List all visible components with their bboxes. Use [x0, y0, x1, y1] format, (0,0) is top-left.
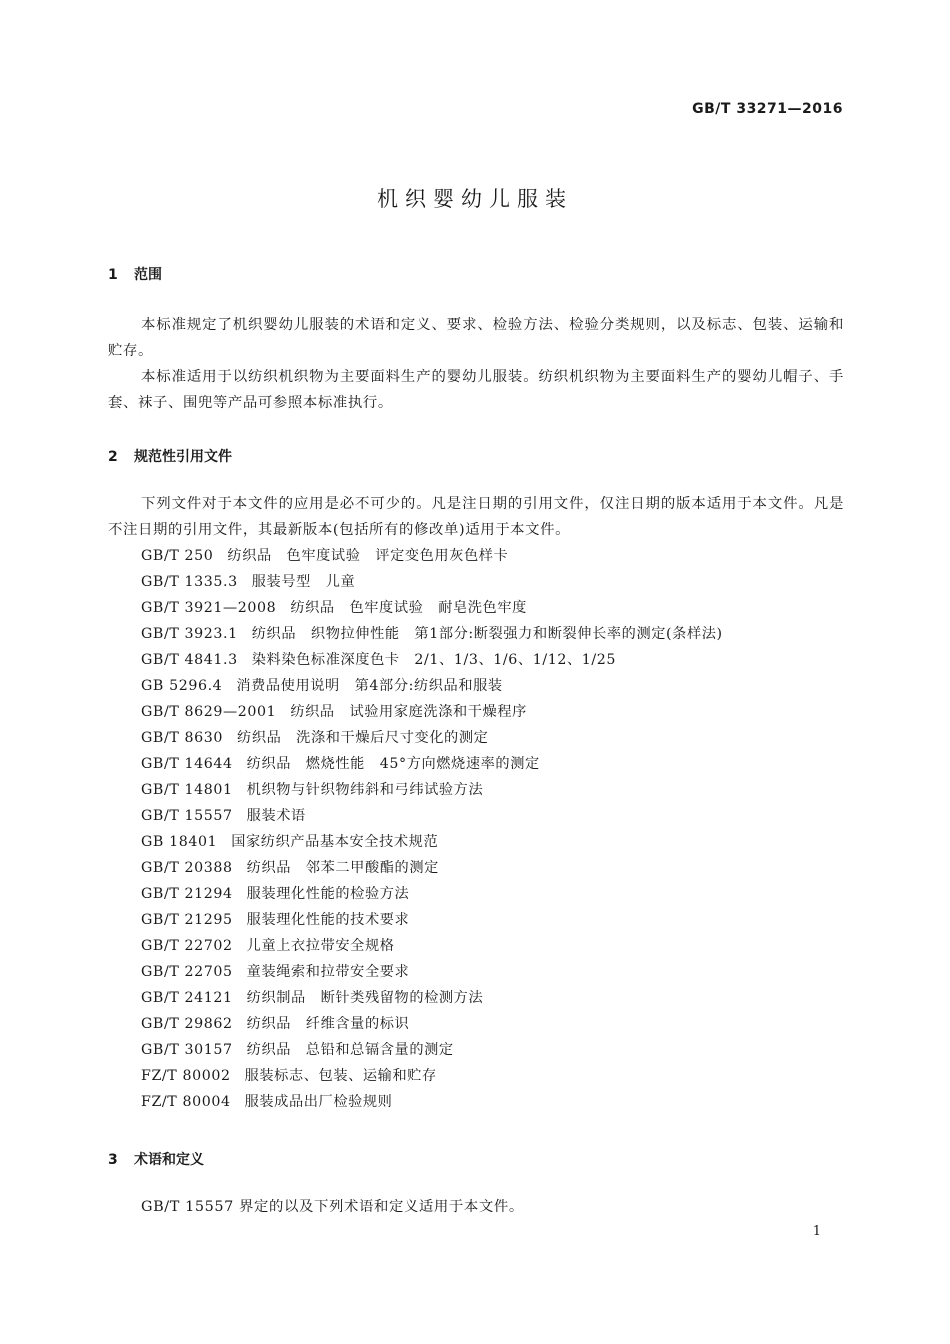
reference-item — [141, 725, 723, 751]
reference-item — [141, 1089, 723, 1115]
reference-code: GB/T 250 — [141, 548, 214, 564]
reference-code: GB/T 8629—2001 — [141, 704, 277, 720]
reference-item — [141, 569, 723, 595]
reference-title: 纺织品 纤维含量的标识 — [246, 1016, 410, 1032]
reference-title: 儿童上衣拉带安全规格 — [246, 938, 395, 954]
reference-code: GB/T 20388 — [141, 860, 233, 876]
reference-title: 纺织品 燃烧性能 45°方向燃烧速率的测定 — [246, 756, 540, 772]
reference-code: GB/T 29862 — [141, 1016, 233, 1032]
document-title: 机织婴幼儿服装 — [377, 187, 573, 211]
page-number: 1 — [812, 1224, 821, 1239]
reference-title: 童装绳索和拉带安全要求 — [246, 964, 410, 980]
reference-item — [141, 1063, 723, 1089]
reference-item — [141, 881, 723, 907]
reference-code: GB/T 3921—2008 — [141, 600, 277, 616]
reference-item — [141, 699, 723, 725]
reference-code: GB/T 4841.3 — [141, 652, 238, 668]
reference-item — [141, 595, 723, 621]
reference-title: 纺织品 色牢度试验 评定变色用灰色样卡 — [227, 548, 509, 564]
reference-code: GB/T 22702 — [141, 938, 233, 954]
reference-code: GB/T 8630 — [141, 730, 224, 746]
reference-title: 染料染色标准深度色卡 2/1、1/3、1/6、1/12、1/25 — [251, 652, 616, 668]
reference-item — [141, 543, 723, 569]
reference-code: GB/T 1335.3 — [141, 574, 238, 590]
reference-title: 纺织品 试验用家庭洗涤和干燥程序 — [290, 704, 527, 720]
section-2-heading — [108, 446, 232, 466]
section-title: 范围 — [134, 267, 162, 283]
reference-title: 纺织品 色牢度试验 耐皂洗色牢度 — [290, 600, 527, 616]
section-1-paragraph-1: 本标准规定了机织婴幼儿服装的术语和定义、要求、检验方法、检验分类规则，以及标志、包装、运输和贮存。 — [108, 317, 844, 359]
reference-code: FZ/T 80002 — [141, 1068, 231, 1084]
reference-title: 纺织品 总铅和总镉含量的测定 — [246, 1042, 454, 1058]
reference-item — [141, 777, 723, 803]
reference-title: 服装标志、包装、运输和贮存 — [244, 1068, 437, 1084]
reference-item — [141, 1011, 723, 1037]
reference-title: 服装号型 儿童 — [251, 574, 356, 590]
section-title: 规范性引用文件 — [134, 449, 232, 465]
reference-title: 服装术语 — [246, 808, 306, 824]
normative-references-list — [141, 543, 723, 1115]
reference-title: 消费品使用说明 第4部分:纺织品和服装 — [236, 678, 503, 694]
reference-item — [141, 829, 723, 855]
reference-code: GB 5296.4 — [141, 678, 223, 694]
reference-item — [141, 1037, 723, 1063]
section-1-paragraph-2: 本标准适用于以纺织机织物为主要面料生产的婴幼儿服装。纺织机织物为主要面料生产的婴幼儿帽子、手套、袜子、围兜等产品可参照本标准执行。 — [108, 369, 844, 411]
reference-code: GB/T 24121 — [141, 990, 233, 1006]
reference-item — [141, 647, 723, 673]
reference-code: GB/T 21295 — [141, 912, 233, 928]
reference-code: GB/T 3923.1 — [141, 626, 238, 642]
reference-code: GB/T 14644 — [141, 756, 233, 772]
section-3-paragraph-1: GB/T 15557 界定的以及下列术语和定义适用于本文件。 — [141, 1199, 524, 1215]
reference-code: GB/T 22705 — [141, 964, 233, 980]
reference-code: GB/T 30157 — [141, 1042, 233, 1058]
reference-title: 纺织品 洗涤和干燥后尺寸变化的测定 — [237, 730, 489, 746]
section-number: 1 — [108, 267, 118, 283]
reference-item — [141, 933, 723, 959]
reference-title: 机织物与针织物纬斜和弓纬试验方法 — [246, 782, 484, 798]
reference-code: GB/T 14801 — [141, 782, 233, 798]
reference-item — [141, 751, 723, 777]
reference-item — [141, 673, 723, 699]
reference-item — [141, 803, 723, 829]
section-number: 2 — [108, 449, 118, 465]
section-title: 术语和定义 — [134, 1152, 204, 1168]
reference-title: 纺织品 邻苯二甲酸酯的测定 — [246, 860, 439, 876]
reference-title: 国家纺织产品基本安全技术规范 — [231, 834, 439, 850]
reference-item — [141, 907, 723, 933]
reference-code: GB 18401 — [141, 834, 218, 850]
reference-item — [141, 621, 723, 647]
reference-title: 服装成品出厂检验规则 — [244, 1094, 393, 1110]
reference-title: 服装理化性能的检验方法 — [246, 886, 410, 902]
reference-title: 纺织制品 断针类残留物的检测方法 — [246, 990, 484, 1006]
section-3-heading — [108, 1149, 204, 1169]
reference-code: GB/T 21294 — [141, 886, 233, 902]
reference-code: FZ/T 80004 — [141, 1094, 231, 1110]
reference-item — [141, 959, 723, 985]
reference-title: 服装理化性能的技术要求 — [246, 912, 410, 928]
section-number: 3 — [108, 1152, 118, 1168]
section-1-heading — [108, 264, 162, 284]
reference-code: GB/T 15557 — [141, 808, 233, 824]
reference-item — [141, 985, 723, 1011]
section-2-paragraph-1: 下列文件对于本文件的应用是必不可少的。凡是注日期的引用文件，仅注日期的版本适用于本文件。凡是不注日期的引用文件，其最新版本(包括所有的修改单)适用于本文件。 — [108, 496, 844, 538]
reference-title: 纺织品 织物拉伸性能 第1部分:断裂强力和断裂伸长率的测定(条样法) — [251, 626, 723, 642]
standard-code: GB/T 33271—2016 — [692, 101, 843, 117]
reference-item — [141, 855, 723, 881]
